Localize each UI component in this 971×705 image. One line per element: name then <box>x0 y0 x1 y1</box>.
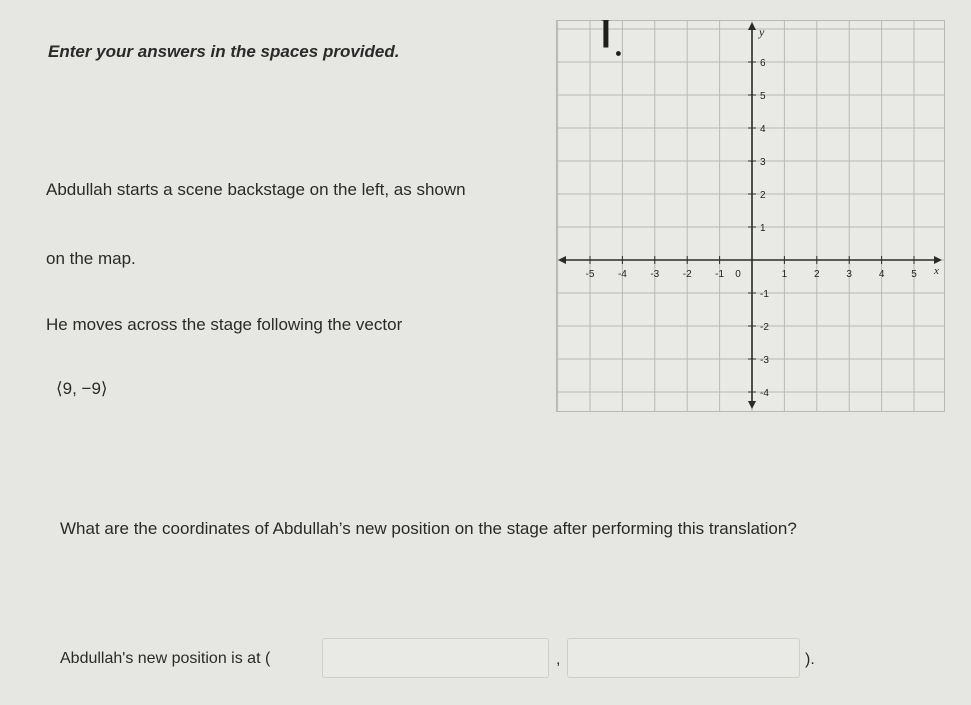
x-axis-label: x <box>934 265 939 277</box>
x-tick-label: 4 <box>878 269 885 280</box>
person-body <box>603 20 608 48</box>
problem-line-2: on the map. <box>46 249 136 268</box>
x-tick-label: 5 <box>911 269 917 280</box>
vector-notation: ⟨9, −9⟩ <box>56 379 108 398</box>
y-tick-label: -3 <box>760 355 769 366</box>
x-tick-label: -3 <box>650 269 660 280</box>
x-coordinate-input[interactable] <box>322 638 549 678</box>
x-tick-label: 2 <box>814 269 820 280</box>
answer-close-paren: ). <box>805 651 815 668</box>
grid-lines <box>557 21 945 412</box>
coordinate-grid <box>556 20 948 415</box>
x-tick-label: -2 <box>682 269 692 280</box>
y-tick-label: -2 <box>760 322 769 333</box>
y-tick-label: 2 <box>760 190 766 201</box>
y-tick-label: 3 <box>760 157 766 168</box>
instructions-text: Enter your answers in the spaces provided. <box>48 42 400 61</box>
x-tick-label: -1 <box>715 269 725 280</box>
answer-separator: , <box>556 651 561 668</box>
y-tick-label: 5 <box>760 91 766 102</box>
grid-border <box>557 21 945 412</box>
x-tick-label: -4 <box>617 269 627 280</box>
y-coordinate-input[interactable] <box>567 638 800 678</box>
y-tick-label: 1 <box>760 223 766 234</box>
problem-line-3: He moves across the stage following the vector <box>46 315 403 334</box>
y-tick-label: -4 <box>760 388 769 399</box>
y-tick-label: 6 <box>760 58 766 69</box>
x-tick-label: -5 <box>585 269 595 280</box>
question-text: What are the coordinates of Abdullah’s new position on the stage after performing this translation? <box>60 519 797 538</box>
y-axis-label: y <box>759 25 765 39</box>
start-point <box>616 51 621 56</box>
person-head <box>601 20 609 21</box>
x-tick-label: 0 <box>735 269 741 280</box>
x-tick-label: 1 <box>781 269 788 280</box>
problem-line-1: Abdullah starts a scene backstage on the left, as shown <box>46 180 466 199</box>
y-tick-label: -1 <box>760 289 769 300</box>
x-tick-label: 3 <box>846 269 852 280</box>
answer-label: Abdullah's new position is at ( <box>60 650 271 667</box>
y-tick-label: 4 <box>760 124 766 135</box>
